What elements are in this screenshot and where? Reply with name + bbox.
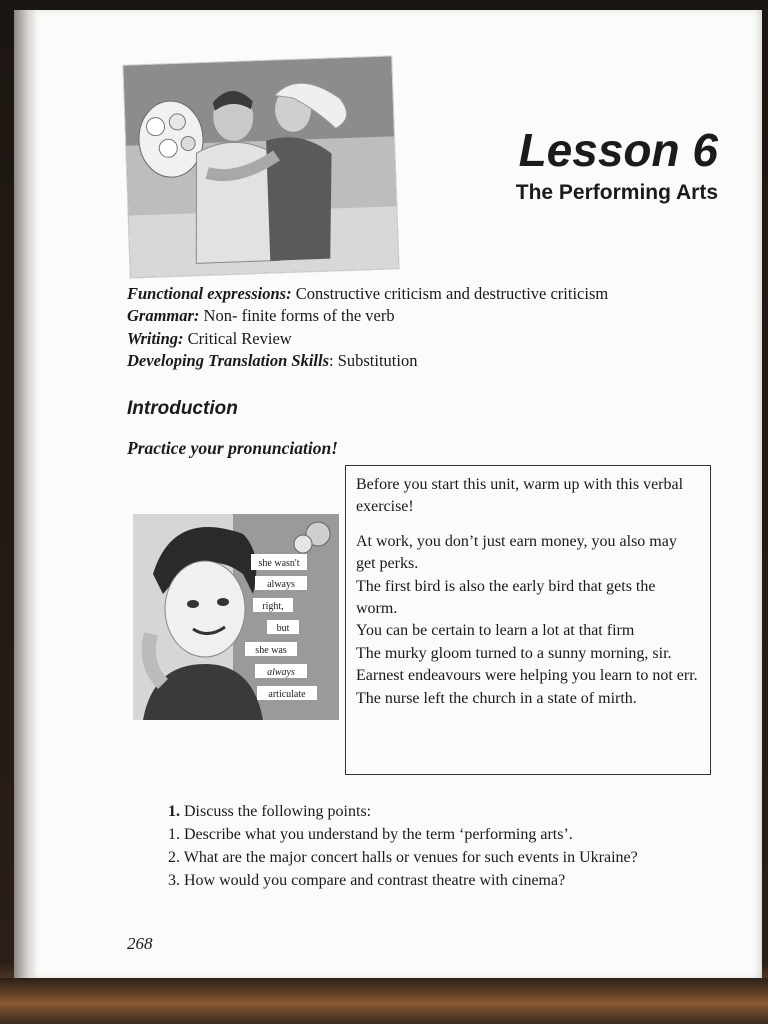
- exercise-intro: Before you start this unit, warm up with this verbal exercise!: [356, 476, 684, 516]
- woman-illustration: [133, 514, 339, 720]
- caption-1: she wasn't: [258, 558, 300, 569]
- exercise-line: Earnest endeavours were helping you learn to not err.: [356, 667, 698, 685]
- woman-photo: [133, 514, 339, 720]
- caption-6: always: [267, 667, 295, 678]
- discussion-heading: [118, 800, 718, 823]
- exercise-line: At work, you don’t just earn money, you also may get perks.: [356, 532, 677, 573]
- objective-text: : Substitution: [329, 351, 418, 371]
- caption-7: articulate: [268, 689, 306, 700]
- caption-4: but: [276, 623, 290, 634]
- introduction-heading: Introduction: [127, 398, 238, 419]
- objective-text: Non- finite forms of the verb: [199, 306, 395, 326]
- discussion-number: 1.: [168, 803, 180, 820]
- objective-label: Functional expressions:: [127, 284, 292, 303]
- lesson-title: Lesson 6: [518, 124, 718, 176]
- discussion-title: Discuss the following points:: [180, 803, 372, 820]
- objective-writing: [127, 328, 727, 350]
- discussion-point: 2. What are the major concert halls or venues for such events in Ukraine?: [168, 849, 638, 866]
- book-spine-shadow: [14, 10, 38, 978]
- couple-photo: [122, 55, 399, 278]
- objective-functional: [127, 283, 727, 305]
- book-bottom-edge: [0, 978, 768, 1024]
- discussion-section: [118, 800, 718, 892]
- discussion-point: 3. How would you compare and contrast theatre with cinema?: [168, 872, 566, 889]
- page-number: 268: [127, 934, 153, 953]
- lesson-objectives: [127, 283, 727, 373]
- caption-5: she was: [255, 645, 287, 656]
- caption-3: right,: [262, 601, 284, 612]
- objective-text: Constructive criticism and destructive criticism: [291, 284, 609, 303]
- objective-translation: [127, 350, 727, 372]
- couple-illustration: [123, 56, 398, 277]
- lesson-subtitle: The Performing Arts: [515, 181, 718, 204]
- exercise-line: The nurse left the church in a state of mirth.: [356, 689, 637, 707]
- discussion-point: 1. Describe what you understand by the term ‘performing arts’.: [168, 826, 573, 843]
- exercise-line: You can be certain to learn a lot at that firm: [356, 622, 635, 640]
- objective-grammar: [127, 305, 727, 327]
- exercise-line: The first bird is also the early bird that gets the worm.: [356, 577, 656, 618]
- objective-text: Critical Review: [183, 328, 292, 348]
- objective-label: Writing:: [127, 328, 184, 348]
- pronunciation-heading: Practice your pronunciation!: [127, 438, 338, 458]
- exercise-line: The murky gloom turned to a sunny morning, sir.: [356, 644, 672, 662]
- caption-2: always: [267, 579, 295, 590]
- objective-label: Grammar:: [127, 306, 200, 326]
- pronunciation-exercise-box: [345, 465, 711, 775]
- objective-label: Developing Translation Skills: [127, 351, 329, 371]
